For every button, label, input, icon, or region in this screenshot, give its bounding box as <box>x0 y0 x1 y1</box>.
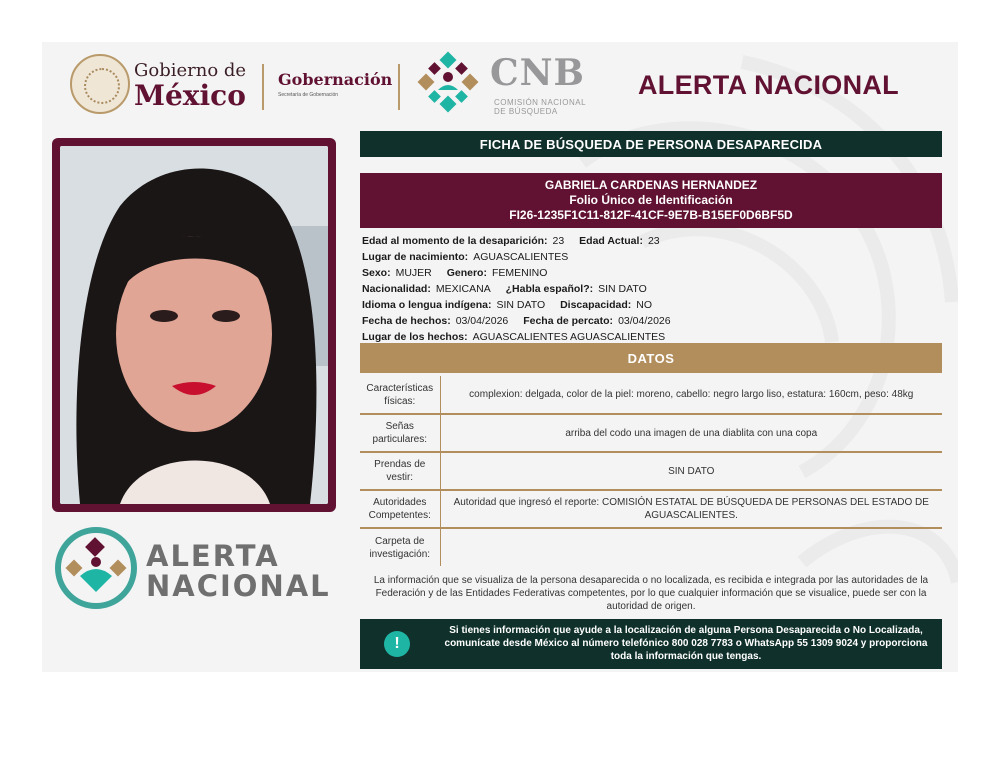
alerta-nacional-logo-text <box>146 539 331 603</box>
info-row <box>362 265 942 281</box>
contact-info-bar <box>360 619 942 669</box>
row-value: complexion: delgada, color de la piel: moreno, cabello: negro largo liso, estatura: 160cm, peso: 48kg <box>440 376 942 414</box>
ficha-title-bar: FICHA DE BÚSQUEDA DE PERSONA DESAPARECIDA <box>360 131 942 157</box>
table-row <box>360 414 942 452</box>
person-photo <box>60 146 328 504</box>
row-label-line2: vestir: <box>386 472 414 483</box>
info-row <box>362 281 942 297</box>
table-row <box>360 376 942 414</box>
row-label-line1: Señas <box>385 421 414 432</box>
fecha-percato-label: Fecha de percato: <box>523 315 614 327</box>
genero-value: FEMENINO <box>491 267 548 279</box>
header <box>42 42 958 132</box>
alerta-nacional-emblem-icon <box>54 526 138 610</box>
row-label-line1: Carpeta de <box>375 535 425 547</box>
idioma-value: SIN DATO <box>496 299 546 311</box>
gobierno-de-mexico-logo <box>134 62 246 110</box>
row-label-line1: Autoridades <box>373 497 427 508</box>
habla-espanol-value: SIN DATO <box>598 283 647 295</box>
datos-title-bar: DATOS <box>360 343 942 373</box>
edad-actual-value: 23 <box>647 235 660 247</box>
person-name: GABRIELA CARDENAS HERNANDEZ <box>544 178 758 192</box>
person-identity-bar <box>360 173 942 228</box>
alert-exclamation-icon: ! <box>384 631 410 657</box>
lugar-nacimiento-label: Lugar de nacimiento: <box>362 251 469 263</box>
idioma-label: Idioma o lengua indígena: <box>362 299 492 311</box>
folio-value: FI26-1235F1C11-812F-41CF-9E7B-B15EF0D6BF5D <box>509 208 793 222</box>
row-label <box>360 452 440 490</box>
folio-label: Folio Único de Identificación <box>569 193 733 207</box>
info-row <box>362 249 942 265</box>
header-divider <box>398 64 400 110</box>
fecha-hechos-value: 03/04/2026 <box>455 315 509 327</box>
datos-table <box>360 376 942 566</box>
cnb-emblem-icon <box>414 50 482 118</box>
gobernacion-logo: Gobernación <box>278 70 393 89</box>
row-label <box>360 490 440 528</box>
nacionalidad-value: MEXICANA <box>435 283 491 295</box>
cnb-sub-line1: COMISIÓN NACIONAL <box>494 98 587 107</box>
nacionalidad-label: Nacionalidad: <box>362 283 431 295</box>
table-row <box>360 490 942 528</box>
lugar-hechos-label: Lugar de los hechos: <box>362 331 468 343</box>
logo-text-line1: ALERTA <box>146 539 280 573</box>
row-label-line2: Competentes: <box>368 510 431 521</box>
sexo-label: Sexo: <box>362 267 391 279</box>
contact-text: Si tienes información que ayude a la localización de alguna Persona Desaparecida o No Localizada, comunícate desde México al número telefónico 800 028 7783 o WhatsApp 55 1309 9024 y proporciona toda la información que tengas. <box>444 625 928 662</box>
logo-text-line2: NACIONAL <box>146 568 331 603</box>
cnb-sub-line2: DE BÚSQUEDA <box>494 107 558 117</box>
row-label-line2: particulares: <box>372 434 427 445</box>
lugar-nacimiento-value: AGUASCALIENTES <box>473 251 569 263</box>
edad-actual-label: Edad Actual: <box>579 235 643 247</box>
row-value: arriba del codo una imagen de una diablita con una copa <box>440 414 942 452</box>
disclaimer-text: La información que se visualiza de la persona desaparecida o no localizada, es recibida e integrada por las autoridades de la Federación y de las Entidades Federativas competentes, por lo que cualquier información que se visualice, puede ser con la autoridad de origen. <box>373 575 929 612</box>
info-row <box>362 313 942 329</box>
sexo-value: MUJER <box>395 267 432 279</box>
row-label-line2: investigación: <box>369 548 431 560</box>
row-label <box>360 528 440 566</box>
row-label-line1: Características <box>366 382 434 394</box>
gobierno-line2: México <box>134 79 246 112</box>
cnb-subtitle <box>494 98 586 116</box>
info-row <box>362 297 942 313</box>
table-row <box>360 452 942 490</box>
genero-label: Genero: <box>446 267 487 279</box>
alerta-nacional-title: ALERTA NACIONAL <box>638 70 899 100</box>
mexico-seal-icon <box>70 54 130 114</box>
cnb-acronym: CNB <box>490 52 585 94</box>
discapacidad-label: Discapacidad: <box>560 299 632 311</box>
table-row <box>360 528 942 566</box>
fecha-percato-value: 03/04/2026 <box>618 315 671 327</box>
edad-desaparicion-label: Edad al momento de la desaparición: <box>362 235 548 247</box>
person-photo-frame <box>52 138 336 512</box>
header-divider <box>262 64 264 110</box>
habla-espanol-label: ¿Habla español?: <box>505 283 594 295</box>
fecha-hechos-label: Fecha de hechos: <box>362 315 451 327</box>
person-portrait-image <box>60 146 328 504</box>
gobernacion-sub: Secretaría de Gobernación <box>278 92 339 98</box>
search-sheet <box>42 42 958 672</box>
row-label-line2: físicas: <box>384 395 416 407</box>
edad-desaparicion-value: 23 <box>552 235 565 247</box>
row-value <box>440 528 942 566</box>
row-value: Autoridad que ingresó el reporte: COMISIÓN ESTATAL DE BÚSQUEDA DE PERSONAS DEL ESTADO DE AGUASCALIENTES. <box>440 490 942 528</box>
discapacidad-value: NO <box>636 299 653 311</box>
lugar-hechos-value: AGUASCALIENTES AGUASCALIENTES <box>472 331 666 343</box>
row-label <box>360 414 440 452</box>
row-label-line1: Prendas de <box>374 459 426 470</box>
row-value: SIN DATO <box>440 452 942 490</box>
person-info-block <box>362 233 942 345</box>
gobierno-line1: Gobierno de <box>134 60 247 81</box>
info-row <box>362 233 942 249</box>
row-label <box>360 376 440 414</box>
